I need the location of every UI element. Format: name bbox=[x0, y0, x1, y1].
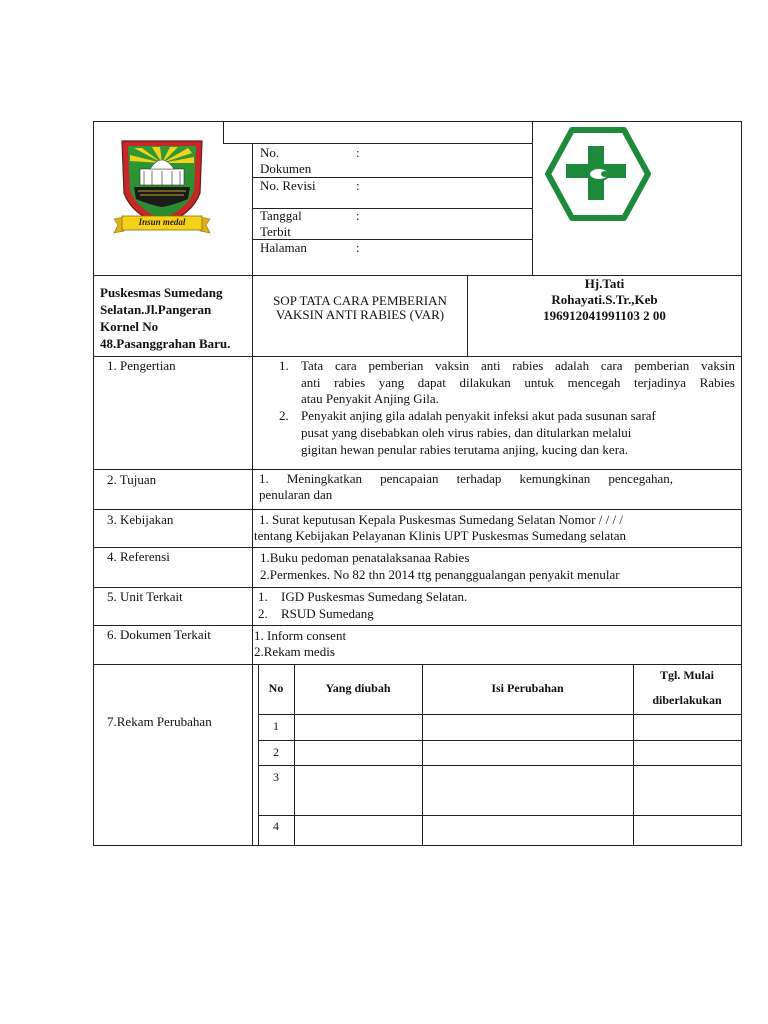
referensi-line: 2.Permenkes. No 82 thn 2014 ttg penanggualangan penyakit menular bbox=[260, 567, 620, 582]
table-row-number: 1 bbox=[273, 719, 279, 733]
sop-title-line-2: VAKSIN ANTI RABIES (VAR) bbox=[275, 307, 445, 322]
table-row-number: 4 bbox=[273, 819, 279, 833]
unit-terkait-item-number: 2. bbox=[258, 606, 268, 621]
institution-line-2: Selatan.Jl.Pangeran bbox=[100, 302, 212, 317]
referensi-line: 1.Buku pedoman penatalaksanaa Rabies bbox=[260, 550, 470, 565]
header-isi-perubahan: Isi Perubahan bbox=[491, 681, 564, 695]
no-revisi-label: No. Revisi bbox=[260, 178, 316, 193]
dokumen-terkait-line: 2.Rekam medis bbox=[254, 644, 335, 659]
halaman-colon: : bbox=[356, 240, 360, 255]
referensi-label: 4. Referensi bbox=[107, 549, 170, 564]
kebijakan-line: tentang Kebijakan Pelayanan Klinis UPT Puskesmas Sumedang selatan bbox=[254, 528, 626, 543]
header-tgl-mulai-1: Tgl. Mulai bbox=[659, 668, 714, 682]
no-dokumen-label-1: No. bbox=[260, 145, 280, 160]
tujuan-line: penularan dan bbox=[259, 487, 333, 502]
pengertian-item-number: 2. bbox=[279, 408, 289, 423]
unit-terkait-item-number: 1. bbox=[258, 589, 268, 604]
dokumen-terkait-label: 6. Dokumen Terkait bbox=[107, 627, 211, 642]
sop-title-line-1: SOP TATA CARA PEMBERIAN bbox=[273, 293, 447, 308]
tanggal-terbit-label-2: Terbit bbox=[260, 224, 291, 239]
tanggal-terbit-label-1: Tanggal bbox=[260, 208, 302, 223]
unit-terkait-item-text: RSUD Sumedang bbox=[281, 606, 374, 621]
no-dokumen-colon: : bbox=[356, 145, 360, 160]
kebijakan-line: 1. Surat keputusan Kepala Puskesmas Sumedang Selatan Nomor / / / / bbox=[259, 512, 623, 527]
signatory-line-1: Hj.Tati bbox=[584, 276, 625, 291]
tanggal-terbit-colon: : bbox=[356, 208, 360, 223]
pengertian-label: 1. Pengertian bbox=[107, 358, 176, 373]
header-yang-diubah: Yang diubah bbox=[325, 681, 391, 695]
halaman-label: Halaman bbox=[260, 240, 307, 255]
pengertian-item-number: 1. bbox=[279, 358, 289, 373]
rekam-perubahan-label: 7.Rekam Perubahan bbox=[107, 714, 212, 729]
institution-line-1: Puskesmas Sumedang bbox=[100, 285, 223, 300]
logo-ribbon-text: Insun medal bbox=[138, 217, 186, 227]
header-tgl-mulai-2: diberlakukan bbox=[652, 693, 722, 707]
signatory-line-2: Rohayati.S.Tr.,Keb bbox=[551, 292, 658, 307]
signatory-line-3: 196912041991103 2 00 bbox=[543, 308, 666, 323]
pengertian-item-line: gigitan hewan penular rabies terutama anjing, kucing dan kera. bbox=[301, 442, 629, 457]
unit-terkait-item-text: IGD Puskesmas Sumedang Selatan. bbox=[281, 589, 468, 604]
tujuan-line: 1. Meningkatkan pencapaian terhadap kemungkinan pencegahan, bbox=[259, 471, 673, 486]
header-no: No bbox=[268, 681, 284, 695]
institution-line-4: 48.Pasanggrahan Baru. bbox=[100, 336, 231, 351]
puskesmas-cross-logo bbox=[544, 126, 652, 222]
unit-terkait-label: 5. Unit Terkait bbox=[107, 589, 183, 604]
tujuan-label: 2. Tujuan bbox=[107, 472, 157, 487]
pengertian-item-line: pusat yang disebabkan oleh virus rabies, dan ditularkan melalui bbox=[301, 425, 632, 440]
table-row-number: 2 bbox=[273, 745, 279, 759]
kebijakan-label: 3. Kebijakan bbox=[107, 512, 174, 527]
pengertian-item-line: anti rabies yang dapat dilakukan untuk mencegah terjadinya Rabies bbox=[301, 375, 735, 390]
pengertian-item-line: Tata cara pemberian vaksin anti rabies adalah cara pemberian vaksin bbox=[301, 358, 735, 373]
pengertian-item-line: atau Penyakit Anjing Gila. bbox=[301, 391, 439, 406]
institution-line-3: Kornel No bbox=[100, 319, 159, 334]
dokumen-terkait-line: 1. Inform consent bbox=[254, 628, 347, 643]
table-row-number: 3 bbox=[273, 770, 279, 784]
pengertian-item-line: Penyakit anjing gila adalah penyakit infeksi akut pada susunan saraf bbox=[301, 408, 656, 423]
no-revisi-colon: : bbox=[356, 178, 360, 193]
no-dokumen-label-2: Dokumen bbox=[260, 161, 312, 176]
